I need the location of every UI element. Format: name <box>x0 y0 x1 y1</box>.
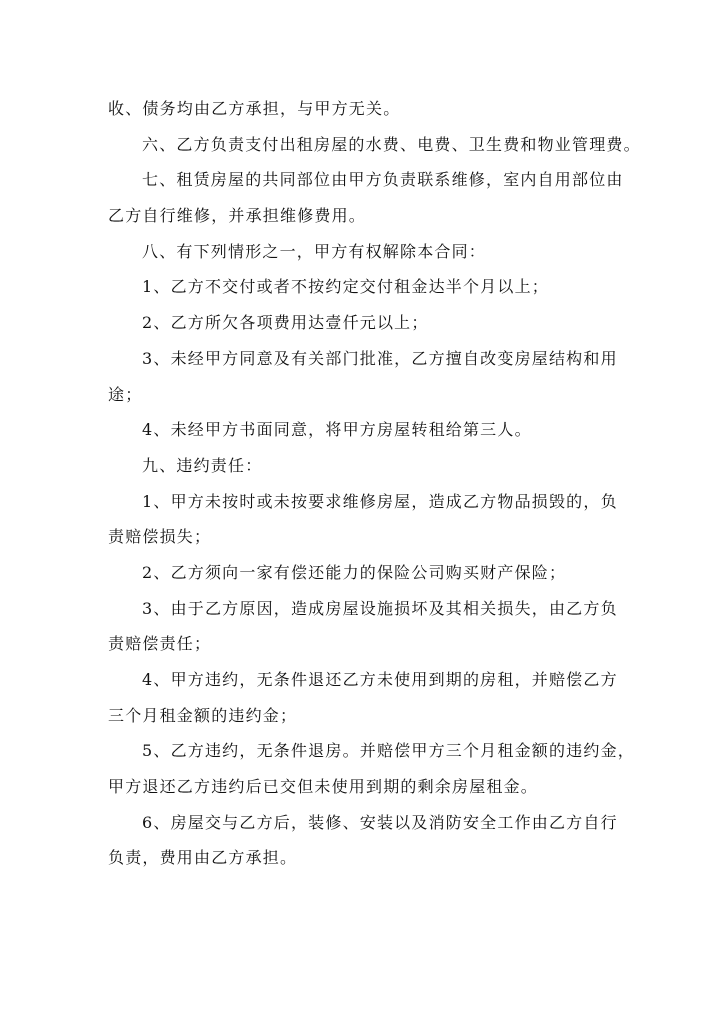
text-line: 1、甲方未按时或未按要求维修房屋，造成乙方物品损毁的，负 <box>142 491 618 511</box>
text-line: 3、未经甲方同意及有关部门批准，乙方擅自改变房屋结构和用 <box>142 348 618 368</box>
text-line: 负责，费用由乙方承担。 <box>108 848 298 868</box>
text-line: 5、乙方违约，无条件退房。并赔偿甲方三个月租金额的违约金， <box>142 741 635 761</box>
text-line: 九、违约责任： <box>142 455 263 475</box>
text-line: 收、债务均由乙方承担，与甲方无关。 <box>108 99 401 118</box>
text-line: 七、租赁房屋的共同部位由甲方负责联系维修，室内自用部位由 <box>142 170 624 190</box>
text-line: 4、未经甲方书面同意，将甲方房屋转租给第三人。 <box>142 420 532 440</box>
text-line: 6、房屋交与乙方后，装修、安装以及消防安全工作由乙方自行 <box>142 812 618 832</box>
text-line: 责赔偿损失； <box>108 527 212 547</box>
text-line: 4、甲方违约，无条件退还乙方未使用到期的房租，并赔偿乙方 <box>142 670 618 689</box>
text-line: 八、有下列情形之一，甲方有权解除本合同： <box>142 241 487 261</box>
contract-text <box>108 91 641 876</box>
text-line: 1、乙方不交付或者不按约定交付租金达半个月以上； <box>142 277 549 297</box>
text-line: 六、乙方负责支付出租房屋的水费、电费、卫生费和物业管理费。 <box>142 134 641 154</box>
text-line: 2、乙方所欠各项费用达壹仟元以上； <box>142 313 429 333</box>
text-line: 乙方自行维修，并承担维修费用。 <box>108 206 367 226</box>
text-line: 三个月租金额的违约金； <box>108 705 298 725</box>
text-line: 责赔偿责任； <box>108 634 212 654</box>
text-line: 2、乙方须向一家有偿还能力的保险公司购买财产保险； <box>142 562 567 582</box>
text-line: 甲方退还乙方违约后已交但未使用到期的剩余房屋租金。 <box>108 777 539 797</box>
text-line: 3、由于乙方原因，造成房屋设施损坏及其相关损失，由乙方负 <box>142 598 618 618</box>
text-line: 途； <box>108 384 143 404</box>
